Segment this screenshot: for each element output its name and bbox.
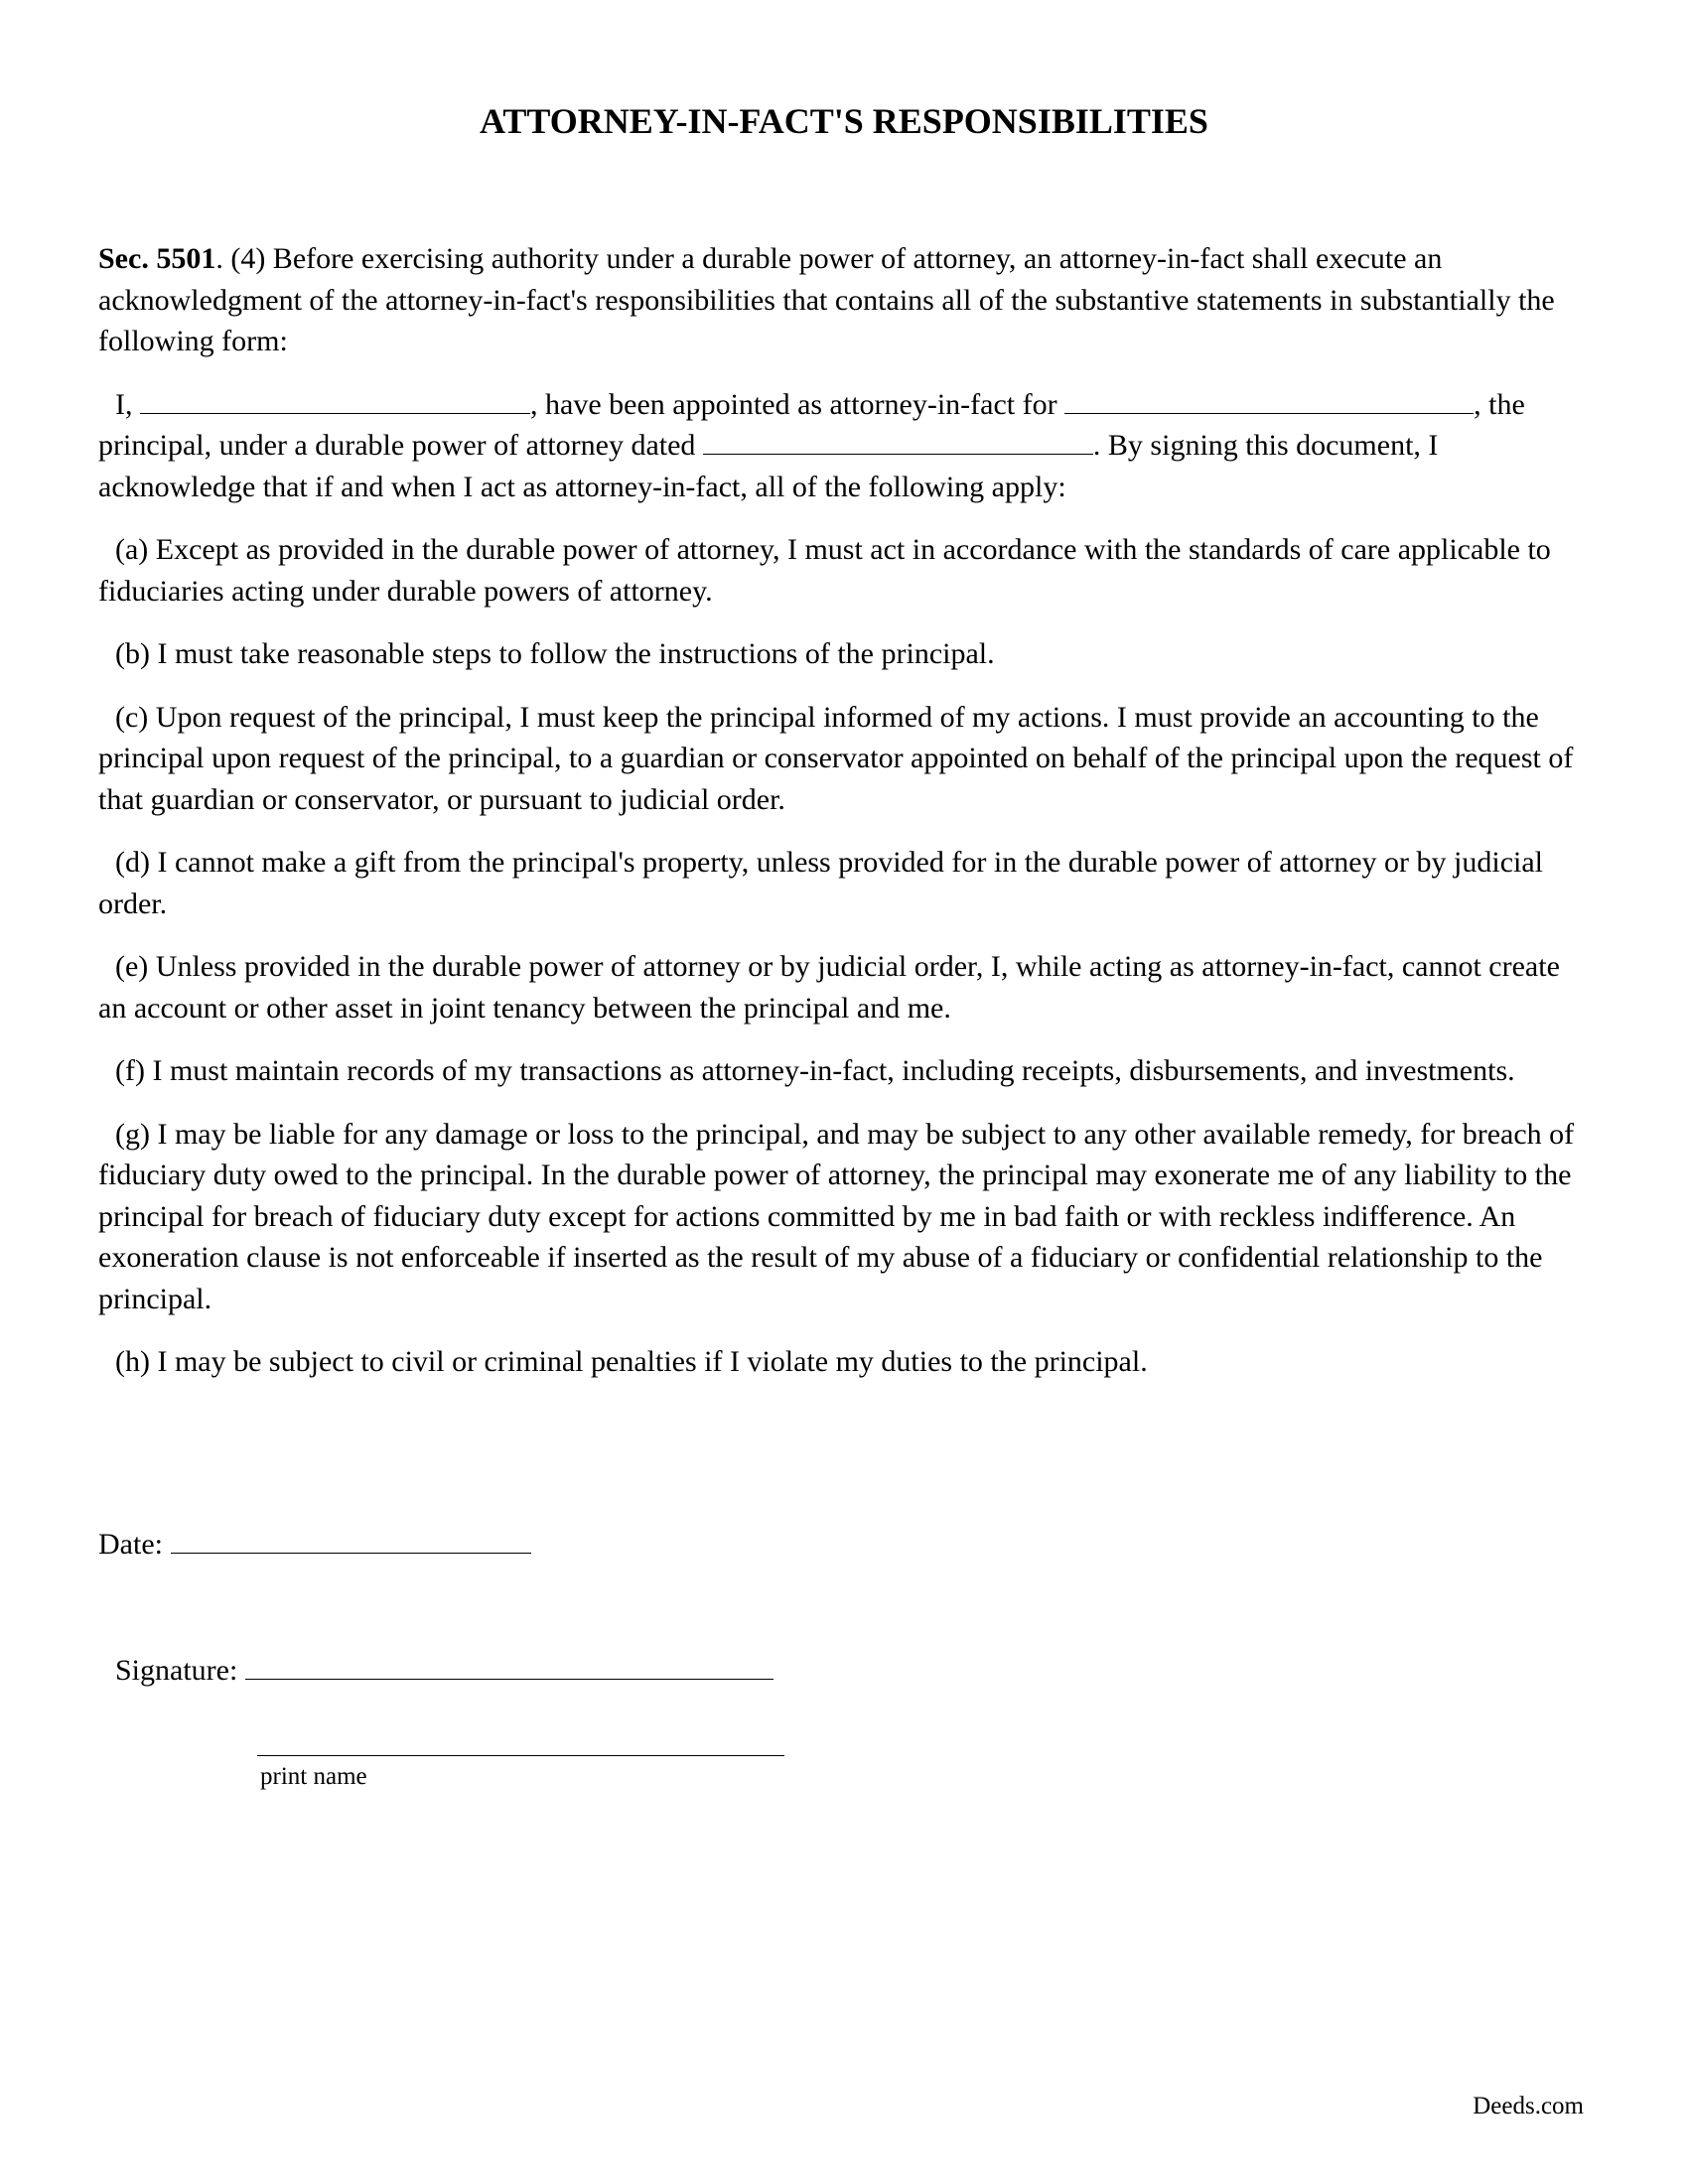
attorney-name-blank[interactable] <box>140 386 530 414</box>
clause-e: (e) Unless provided in the durable power of attorney or by judicial order, I, while acting as attorney-in-fact, cannot create an account or other asset in joint tenancy between the principal and me. <box>98 950 1560 1024</box>
intro-paragraph <box>98 238 1588 362</box>
clause-b: (b) I must take reasonable steps to follow the instructions of the principal. <box>115 637 995 670</box>
signature-line[interactable] <box>245 1655 774 1680</box>
clause-c: (c) Upon request of the principal, I must keep the principal informed of my actions. I must provide an accounting to the principal upon request of the principal, to a guardian or conservator appointed on behalf of the principal upon the request of that guardian or conservator, or pursuant to judicial order. <box>98 700 1574 816</box>
poa-date-blank[interactable] <box>703 427 1093 455</box>
acknowledgment-paragraph <box>98 384 1588 508</box>
clause-g: (g) I may be liable for any damage or loss to the principal, and may be subject to any other available remedy, for breach of fiduciary duty owed to the principal. In the durable power of attorney, the principal may exonerate me of any liability to the principal for breach of fiduciary duty except for actions committed by me in bad faith or with reckless indifference. An exoneration clause is not enforceable if inserted as the result of my abuse of a fiduciary or confidential relationship to the principal. <box>98 1117 1575 1315</box>
acknowledgment-part-4: . By signing this document, I acknowledge that if and when I act as attorney-in-fact, all of the following apply: <box>98 429 1439 503</box>
acknowledgment-part-2: , have been appointed as attorney-in-fact for <box>530 387 1065 421</box>
clause-f: (f) I must maintain records of my transactions as attorney-in-fact, including receipts, disbursements, and investments. <box>115 1054 1515 1087</box>
signature-label: Signature: <box>115 1654 238 1687</box>
document-title: ATTORNEY-IN-FACT'S RESPONSIBILITIES <box>480 101 1208 141</box>
principal-name-blank[interactable] <box>1064 386 1474 414</box>
clause-h: (h) I may be subject to civil or criminal penalties if I violate my duties to the principal. <box>115 1345 1148 1378</box>
date-label: Date: <box>98 1528 163 1561</box>
acknowledgment-part-3: , the principal, under a durable power of attorney dated <box>98 387 1525 462</box>
acknowledgment-part-1: I, <box>115 387 140 421</box>
intro-text: . (4) Before exercising authority under a durable power of attorney, an attorney-in-fact shall execute an acknowledgment of the attorney-in-fact's responsibilities that contains all of the substantive statements in substantially the following form: <box>98 242 1555 357</box>
print-name-line[interactable] <box>257 1755 784 1756</box>
date-line[interactable] <box>171 1529 531 1554</box>
document-body <box>98 238 1588 1405</box>
section-label: Sec. 5501 <box>98 242 216 275</box>
footer-brand: Deeds.com <box>1473 2093 1584 2119</box>
print-name-label: print name <box>260 1763 367 1790</box>
clause-a: (a) Except as provided in the durable power of attorney, I must act in accordance with the standards of care applicable to fiduciaries acting under durable powers of attorney. <box>98 533 1551 608</box>
signature-row <box>115 1653 774 1689</box>
clause-d: (d) I cannot make a gift from the principal's property, unless provided for in the durable power of attorney or by judicial order. <box>98 846 1544 920</box>
date-row <box>98 1527 531 1563</box>
